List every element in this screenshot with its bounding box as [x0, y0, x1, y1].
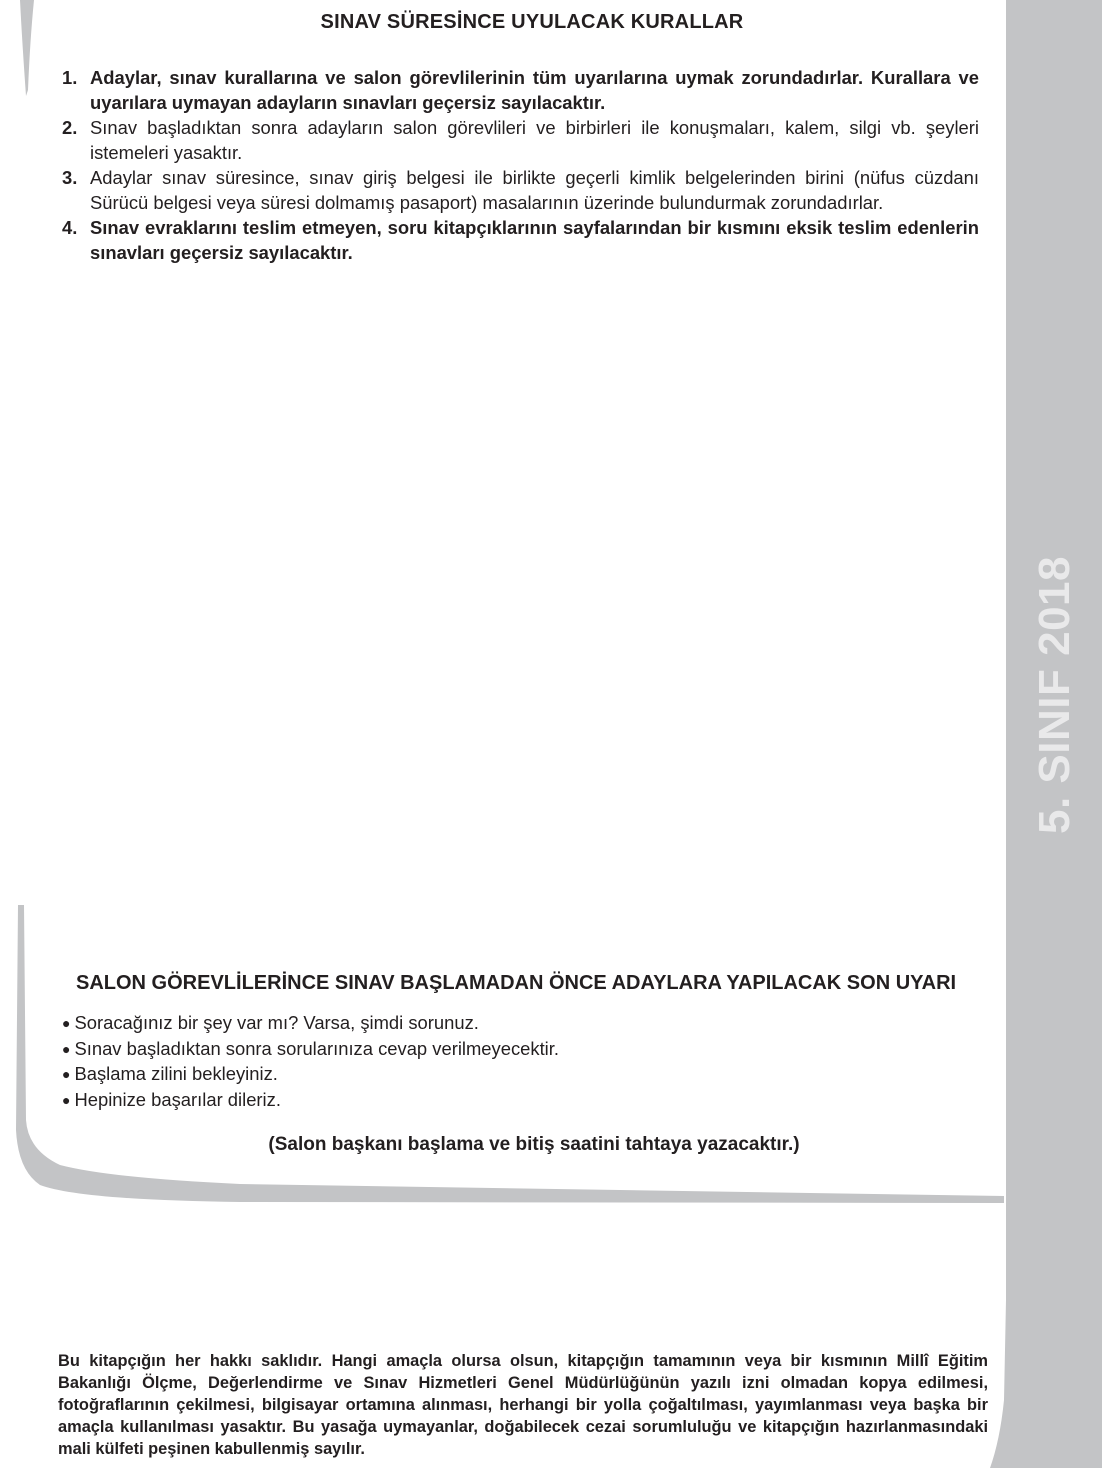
copyright-notice: Bu kitapçığın her hakkı saklıdır. Hangi amaçla olursa olsun, kitapçığın tamamının veya bir kısmının Millî Eğitim Bakanlığı Ölçme, Değerlendirme ve Sınav Hizmetleri Genel Müdürlüğünün yazılı izni olmadan kopya edilmesi, fotoğraflarının çekilmesi, bilgisayar ortamına alınması, herhangi bir yolla çoğaltılması, yayımlanması veya başka bir amaçla kullanılması yasaktır. Bu yasağa uymayanlar, doğabilecek cezai sorumluluğu ve kitapçığın hazırlanmasındaki mali külfeti peşinen kabullenmiş sayılır.	[58, 1352, 988, 1458]
rule-item-2	[62, 115, 979, 165]
rules-title: SINAV SÜRESİNCE UYULACAK KURALLAR	[320, 11, 744, 33]
rule-text: Adaylar sınav süresince, sınav giriş belgesi ile birlikte geçerli kimlik belgelerinden birini (nüfus cüzdanı Sürücü belgesi veya süresi dolmamış pasaport) masalarının üzerinde bulundurmak zorundadırlar.	[90, 167, 979, 213]
warning-item	[62, 1037, 559, 1063]
supervisor-note: (Salon başkanı başlama ve bitiş saatini tahtaya yazacaktır.)	[268, 1134, 800, 1155]
rules-list	[62, 65, 979, 265]
rule-item-4	[62, 215, 979, 265]
rule-number: 4.	[62, 217, 78, 238]
warning-text: Soracağınız bir şey var mı? Varsa, şimdi sorunuz.	[74, 1012, 479, 1033]
warning-item	[62, 1088, 559, 1114]
bullet-icon: ●	[62, 1015, 71, 1031]
bullet-icon: ●	[62, 1066, 71, 1082]
warning-text: Başlama zilini bekleyiniz.	[74, 1063, 278, 1084]
rule-number: 1.	[62, 67, 78, 88]
rule-text: Sınav evraklarını teslim etmeyen, soru kitapçıklarının sayfalarından bir kısmını eksik teslim edenlerin sınavları geçersiz sayılacaktır.	[90, 217, 979, 263]
rule-text: Adaylar, sınav kurallarına ve salon görevlilerinin tüm uyarılarına uymak zorundadırlar. Kurallara ve uyarılara uymayan adayların sınavları geçersiz sayılacaktır.	[90, 67, 979, 113]
warning-text: Sınav başladıktan sonra sorularınıza cevap verilmeyecektir.	[74, 1037, 559, 1059]
bullet-icon: ●	[62, 1091, 71, 1108]
warning-list	[62, 1011, 559, 1113]
rule-item-3	[62, 165, 979, 215]
warning-text: Hepinize başarılar dileriz.	[74, 1088, 281, 1110]
rule-number: 3.	[62, 167, 78, 188]
rule-number: 2.	[62, 117, 78, 138]
rule-item-1	[62, 65, 979, 115]
warning-title: SALON GÖREVLİLERİNCE SINAV BAŞLAMADAN ÖNCE ADAYLARA YAPILACAK SON UYARI	[76, 972, 957, 994]
warning-item	[62, 1062, 559, 1088]
rule-text: Sınav başladıktan sonra adayların salon görevlileri ve birbirleri ile konuşmaları, kalem, silgi vb. şeyleri istemeleri yasaktır.	[90, 117, 979, 163]
grade-year-label: 5. SINIF 2018	[1030, 556, 1079, 834]
warning-item	[62, 1011, 559, 1037]
bullet-icon: ●	[62, 1040, 71, 1057]
